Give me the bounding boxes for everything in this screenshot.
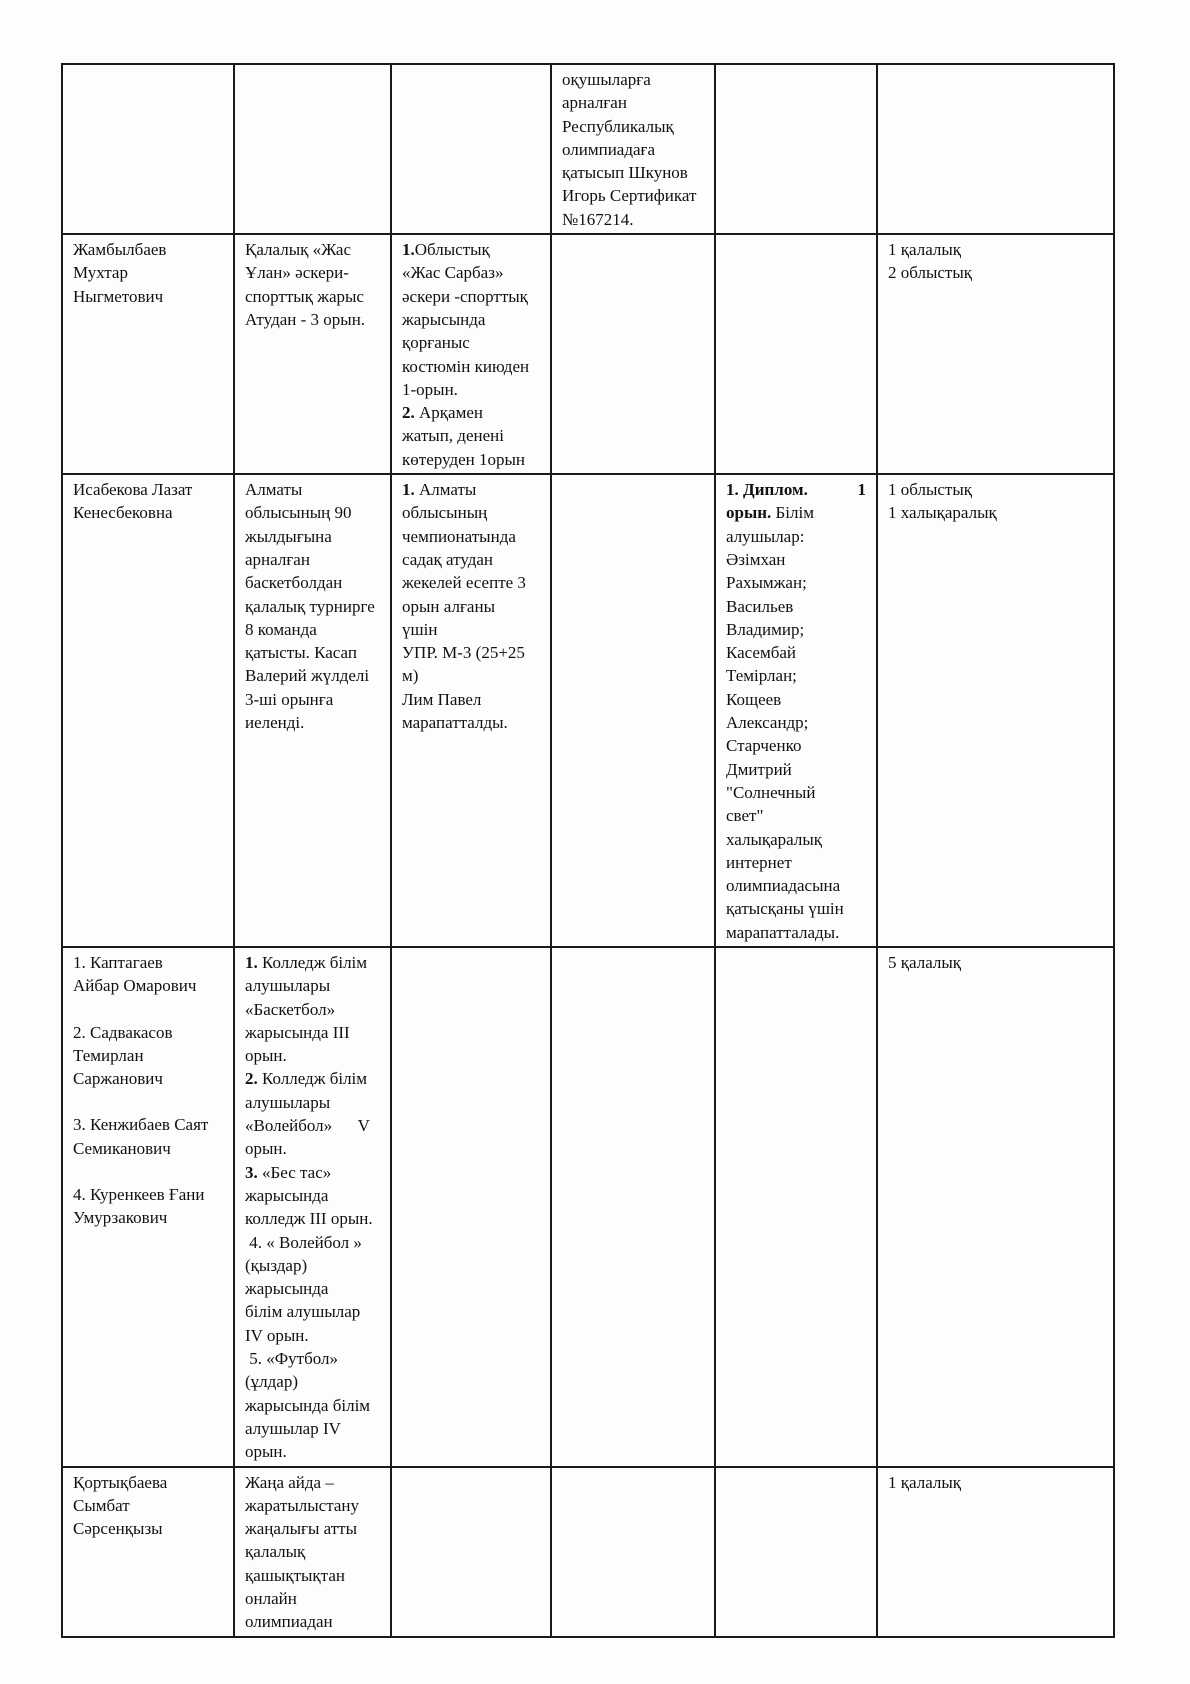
spacer: [73, 1090, 223, 1113]
text-line: Жамбылбаев: [73, 240, 167, 260]
cell-regional: [391, 64, 551, 234]
item-number: 1.: [245, 952, 258, 972]
cell-total: [877, 64, 1114, 234]
text-line: олимпиадасына: [726, 876, 841, 896]
text-line: интернет: [726, 852, 792, 872]
text-line: «Волейбол» V: [245, 1116, 370, 1136]
text-line: Атудан - 3 орын.: [245, 309, 366, 329]
text-line: 4. « Волейбол »: [245, 1232, 362, 1252]
cell-international: [715, 64, 877, 234]
text-line: [245, 951, 380, 974]
text-line: свет": [726, 806, 764, 826]
cell-regional: [391, 474, 551, 947]
text-line: Семиканович: [73, 1138, 171, 1158]
text-line: Александр;: [726, 713, 809, 733]
text-line: Саржанович: [73, 1069, 163, 1089]
cell-name: [62, 947, 234, 1467]
cell-international: [715, 947, 877, 1467]
text-line: орын алғаны: [402, 596, 495, 616]
text-line: жарысында III: [245, 1022, 350, 1042]
text-line: қалалық турнирге: [245, 596, 375, 616]
text-line: білім алушылар: [245, 1302, 361, 1322]
cell-city: [234, 1467, 391, 1637]
text-fragment: Алматы: [414, 480, 477, 500]
text-line: [245, 1067, 380, 1090]
text-line: Жаңа айда –: [245, 1472, 334, 1492]
text-fragment: Білім: [771, 503, 814, 523]
spacer: [73, 998, 223, 1021]
text-line: 5. «Футбол»: [245, 1349, 339, 1369]
text-line: 1-орын.: [402, 379, 458, 399]
text-line: УПР. М-3 (25+25: [402, 643, 525, 663]
text-line: алушылары: [245, 976, 331, 996]
text-fragment: Арқамен: [414, 403, 483, 423]
cell-total: [877, 234, 1114, 474]
cell-international: [715, 234, 877, 474]
text-line: колледж III орын.: [245, 1209, 373, 1229]
text-line: қалалық: [245, 1542, 306, 1562]
item-number: 2.: [402, 403, 415, 423]
text-line: арналған: [562, 93, 627, 113]
text-line: спорттық жарыс: [245, 286, 364, 306]
text-line: 5 қалалық: [888, 952, 962, 972]
cell-name: [62, 64, 234, 234]
text-line: 4. Куренкеев Ғани: [73, 1185, 205, 1205]
cell-regional: [391, 1467, 551, 1637]
text-line: Темірлан;: [726, 666, 797, 686]
text-line: 2 облыстық: [888, 263, 973, 283]
text-line: [402, 478, 540, 501]
text-line: 3-ші орынға: [245, 689, 334, 709]
text-line: арналған: [245, 549, 310, 569]
text-line: 3. Кенжибаев Саят: [73, 1115, 209, 1135]
text-line: жылдығына: [245, 526, 332, 546]
table-row: [62, 1467, 1114, 1637]
text-line: 1. Каптагаев: [73, 952, 163, 972]
text-line: Касембай: [726, 643, 797, 663]
text-line: иеленді.: [245, 713, 305, 733]
text-line: [402, 238, 540, 261]
diploma-place: 1: [857, 480, 866, 500]
table-row: [62, 234, 1114, 474]
text-line: Әзімхан: [726, 549, 786, 569]
cell-regional: [391, 234, 551, 474]
cell-republic: [551, 947, 715, 1467]
awards-table: [61, 63, 1115, 1638]
text-line: облысының 90: [245, 503, 352, 523]
text-fragment: Колледж білім: [257, 1069, 368, 1089]
text-line: [726, 478, 866, 501]
text-line: Алматы: [245, 480, 303, 500]
text-line: қатысты. Касап: [245, 643, 357, 663]
text-line: IV орын.: [245, 1325, 309, 1345]
text-line: костюмін киюден: [402, 356, 530, 376]
cell-republic: [551, 234, 715, 474]
text-line: орын.: [245, 1139, 287, 1159]
spacer: [73, 1160, 223, 1183]
cell-city: [234, 947, 391, 1467]
text-line: Айбар Омарович: [73, 976, 197, 996]
text-line: марапатталады.: [726, 922, 840, 942]
item-number: 3.: [245, 1162, 258, 1182]
text-line: алушылар:: [726, 526, 805, 546]
cell-city: [234, 234, 391, 474]
cell-total: [877, 947, 1114, 1467]
text-line: Мухтар: [73, 263, 128, 283]
text-line: әскери -спорттық: [402, 286, 528, 306]
text-line: [726, 501, 866, 524]
text-line: садақ атудан: [402, 549, 494, 569]
text-line: қатысып Шкунов: [562, 163, 688, 183]
text-line: үшін: [402, 619, 438, 639]
text-line: Дмитрий: [726, 759, 792, 779]
cell-city: [234, 64, 391, 234]
item-number: 1.: [402, 240, 415, 260]
text-line: [245, 1161, 380, 1184]
text-line: чемпионатында: [402, 526, 516, 546]
text-line: 2. Садвакасов: [73, 1022, 173, 1042]
text-line: 8 команда: [245, 619, 317, 639]
text-line: жарысында: [245, 1185, 329, 1205]
text-line: оқушыларға: [562, 70, 651, 89]
text-line: халықаралық: [726, 829, 823, 849]
text-line: Исабекова Лазат: [73, 480, 193, 500]
text-line: қатысқаны үшін: [726, 899, 844, 919]
text-line: 1 қалалық: [888, 240, 962, 260]
text-line: марапатталды.: [402, 713, 508, 733]
text-line: Васильев: [726, 596, 794, 616]
text-line: жекелей есепте 3: [402, 573, 526, 593]
text-line: м): [402, 666, 419, 686]
text-line: олимпиадан: [245, 1612, 333, 1632]
text-line: Кощеев: [726, 689, 782, 709]
text-fragment: «Бес тас»: [257, 1162, 332, 1182]
cell-city: [234, 474, 391, 947]
text-line: Владимир;: [726, 619, 805, 639]
text-line: қорғаныс: [402, 333, 470, 353]
text-line: жаңалығы атты: [245, 1519, 358, 1539]
text-line: «Баскетбол»: [245, 999, 336, 1019]
text-fragment: Колледж білім: [257, 952, 368, 972]
text-line: "Солнечный: [726, 782, 816, 802]
text-line: (қыздар): [245, 1255, 308, 1275]
text-line: орын.: [245, 1046, 287, 1066]
table-row: [62, 947, 1114, 1467]
text-line: Республикалық: [562, 116, 674, 136]
cell-republic: [551, 64, 715, 234]
text-line: Сәрсенқызы: [73, 1519, 163, 1539]
text-line: Темирлан: [73, 1045, 144, 1065]
text-line: Валерий жүлделі: [245, 666, 370, 686]
text-line: көтеруден 1орын: [402, 449, 526, 469]
cell-international: [715, 474, 877, 947]
text-line: Старченко: [726, 736, 802, 756]
text-line: жарысында: [402, 309, 486, 329]
text-line: олимпиадаға: [562, 139, 656, 159]
text-line: алушылары: [245, 1092, 331, 1112]
text-line: Ұлан» әскери-: [245, 263, 349, 283]
text-line: Умурзакович: [73, 1208, 168, 1228]
cell-international: [715, 1467, 877, 1637]
table-row: [62, 64, 1114, 234]
text-line: облысының: [402, 503, 488, 523]
cell-name: [62, 1467, 234, 1637]
cell-regional: [391, 947, 551, 1467]
text-line: (ұлдар): [245, 1372, 299, 1392]
text-line: [402, 401, 540, 424]
diploma-heading: 1. Диплом.: [726, 480, 808, 500]
diploma-heading-2: орын.: [726, 503, 772, 523]
cell-total: [877, 474, 1114, 947]
text-line: 1 облыстық: [888, 480, 973, 500]
text-line: алушылар IV: [245, 1418, 341, 1438]
text-line: 1 қалалық: [888, 1472, 962, 1492]
text-line: №167214.: [562, 209, 634, 229]
text-line: жарысында білім: [245, 1395, 371, 1415]
cell-republic: [551, 1467, 715, 1637]
text-line: «Жас Сарбаз»: [402, 263, 504, 283]
text-fragment: Облыстық: [414, 240, 490, 260]
text-line: Қалалық «Жас: [245, 240, 352, 260]
cell-total: [877, 1467, 1114, 1637]
item-number: 2.: [245, 1069, 258, 1089]
cell-name: [62, 474, 234, 947]
text-line: Қортықбаева: [73, 1472, 168, 1492]
text-line: қашықтықтан: [245, 1565, 345, 1585]
text-line: Сымбат: [73, 1495, 130, 1515]
cell-name: [62, 234, 234, 474]
text-line: Рахымжан;: [726, 573, 807, 593]
item-number: 1.: [402, 480, 415, 500]
text-line: жаратылыстану: [245, 1495, 359, 1515]
table-row: [62, 474, 1114, 947]
text-line: баскетболдан: [245, 573, 343, 593]
text-line: онлайн: [245, 1589, 297, 1608]
text-line: жатып, денені: [402, 426, 504, 446]
text-line: Ныгметович: [73, 286, 164, 306]
text-line: 1 халықаралық: [888, 503, 997, 523]
text-line: Кенесбековна: [73, 503, 173, 523]
text-line: жарысында: [245, 1279, 329, 1299]
text-line: Игорь Сертификат: [562, 186, 697, 206]
text-line: Лим Павел: [402, 689, 482, 709]
cell-republic: [551, 474, 715, 947]
text-line: орын.: [245, 1442, 287, 1462]
